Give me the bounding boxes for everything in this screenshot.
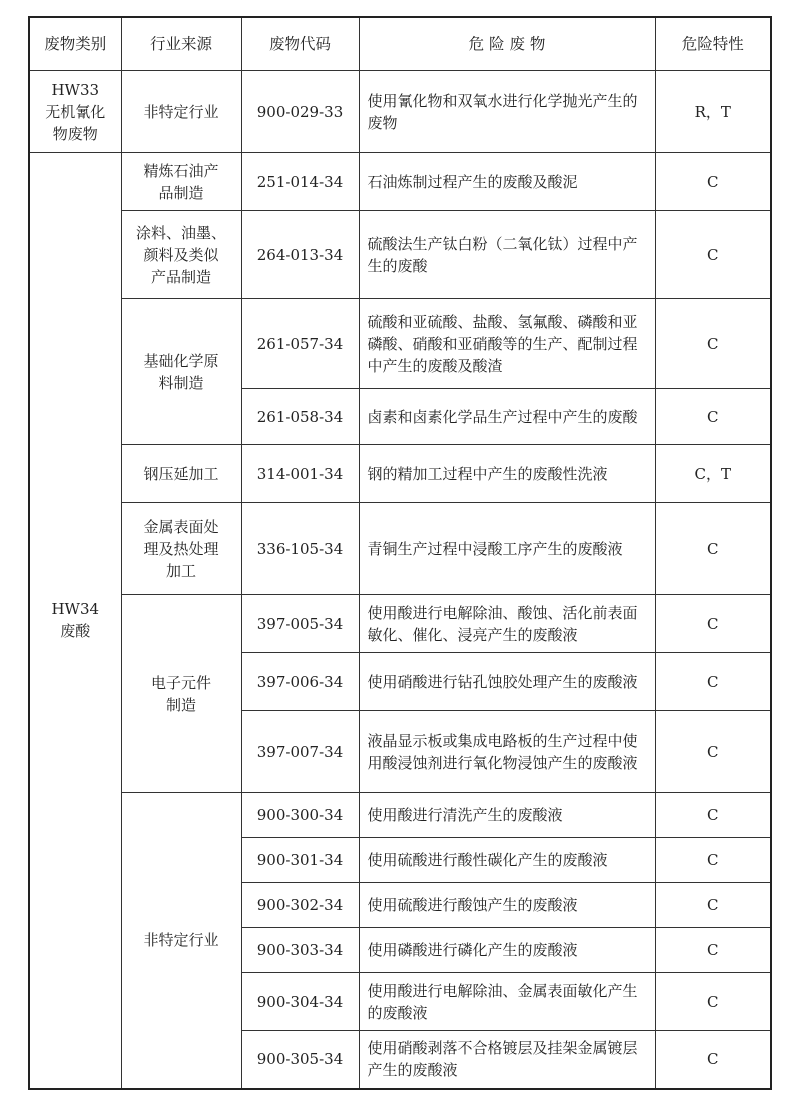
- waste-cell: 使用酸进行电解除油、金属表面敏化产生的废酸液: [359, 973, 655, 1031]
- characteristic-cell: C: [655, 211, 771, 299]
- waste-cell: 使用氰化物和双氧水进行化学抛光产生的废物: [359, 71, 655, 153]
- code-cell: 261-058-34: [241, 389, 359, 445]
- hazardous-waste-table: [28, 16, 772, 1090]
- characteristic-cell: C，T: [655, 445, 771, 503]
- source-cell: 非特定行业: [121, 793, 241, 1089]
- characteristic-cell: C: [655, 793, 771, 838]
- code-cell: 336-105-34: [241, 503, 359, 595]
- header-row: [29, 17, 771, 71]
- characteristic-cell: C: [655, 653, 771, 711]
- waste-cell: 液晶显示板或集成电路板的生产过程中使用酸浸蚀剂进行氧化物浸蚀产生的废酸液: [359, 711, 655, 793]
- code-cell: 397-006-34: [241, 653, 359, 711]
- code-cell: 900-304-34: [241, 973, 359, 1031]
- code-cell: 900-303-34: [241, 928, 359, 973]
- header-characteristic: 危险特性: [655, 17, 771, 71]
- table-row: [29, 153, 771, 211]
- code-cell: 251-014-34: [241, 153, 359, 211]
- table-row: [29, 793, 771, 838]
- code-cell: 900-300-34: [241, 793, 359, 838]
- source-cell: 非特定行业: [121, 71, 241, 153]
- waste-cell: 石油炼制过程产生的废酸及酸泥: [359, 153, 655, 211]
- waste-cell: 使用硫酸进行酸蚀产生的废酸液: [359, 883, 655, 928]
- source-cell: 钢压延加工: [121, 445, 241, 503]
- characteristic-cell: C: [655, 389, 771, 445]
- source-cell: 基础化学原 料制造: [121, 299, 241, 445]
- header-category: 废物类别: [29, 17, 121, 71]
- characteristic-cell: C: [655, 503, 771, 595]
- characteristic-cell: C: [655, 928, 771, 973]
- waste-cell: 钢的精加工过程中产生的废酸性洗液: [359, 445, 655, 503]
- code-cell: 264-013-34: [241, 211, 359, 299]
- waste-cell: 使用酸进行电解除油、酸蚀、活化前表面敏化、催化、浸亮产生的废酸液: [359, 595, 655, 653]
- source-cell: 涂料、油墨、 颜料及类似 产品制造: [121, 211, 241, 299]
- characteristic-cell: C: [655, 595, 771, 653]
- code-cell: 397-007-34: [241, 711, 359, 793]
- characteristic-cell: C: [655, 973, 771, 1031]
- code-cell: 900-029-33: [241, 71, 359, 153]
- table-row: [29, 211, 771, 299]
- source-cell: 精炼石油产 品制造: [121, 153, 241, 211]
- code-cell: 900-302-34: [241, 883, 359, 928]
- waste-cell: 硫酸法生产钛白粉（二氧化钛）过程中产生的废酸: [359, 211, 655, 299]
- code-cell: 397-005-34: [241, 595, 359, 653]
- code-cell: 900-301-34: [241, 838, 359, 883]
- characteristic-cell: C: [655, 883, 771, 928]
- waste-cell: 青铜生产过程中浸酸工序产生的废酸液: [359, 503, 655, 595]
- table-row: [29, 503, 771, 595]
- characteristic-cell: C: [655, 299, 771, 389]
- characteristic-cell: C: [655, 153, 771, 211]
- category-cell: HW33 无机氰化 物废物: [29, 71, 121, 153]
- characteristic-cell: C: [655, 1031, 771, 1089]
- waste-cell: 卤素和卤素化学品生产过程中产生的废酸: [359, 389, 655, 445]
- code-cell: 900-305-34: [241, 1031, 359, 1089]
- table-row: [29, 299, 771, 389]
- source-cell: 金属表面处 理及热处理 加工: [121, 503, 241, 595]
- characteristic-cell: C: [655, 711, 771, 793]
- characteristic-cell: R，T: [655, 71, 771, 153]
- header-waste: 危 险 废 物: [359, 17, 655, 71]
- code-cell: 314-001-34: [241, 445, 359, 503]
- table-row: [29, 71, 771, 153]
- source-cell: 电子元件 制造: [121, 595, 241, 793]
- waste-cell: 使用磷酸进行磷化产生的废酸液: [359, 928, 655, 973]
- table-row: [29, 595, 771, 653]
- waste-cell: 硫酸和亚硫酸、盐酸、氢氟酸、磷酸和亚磷酸、硝酸和亚硝酸等的生产、配制过程中产生的废酸及酸渣: [359, 299, 655, 389]
- code-cell: 261-057-34: [241, 299, 359, 389]
- table-row: [29, 445, 771, 503]
- header-code: 废物代码: [241, 17, 359, 71]
- waste-cell: 使用硝酸进行钻孔蚀胶处理产生的废酸液: [359, 653, 655, 711]
- waste-cell: 使用酸进行清洗产生的废酸液: [359, 793, 655, 838]
- waste-cell: 使用硫酸进行酸性碳化产生的废酸液: [359, 838, 655, 883]
- category-cell: HW34 废酸: [29, 153, 121, 1089]
- header-source: 行业来源: [121, 17, 241, 71]
- characteristic-cell: C: [655, 838, 771, 883]
- waste-cell: 使用硝酸剥落不合格镀层及挂架金属镀层产生的废酸液: [359, 1031, 655, 1089]
